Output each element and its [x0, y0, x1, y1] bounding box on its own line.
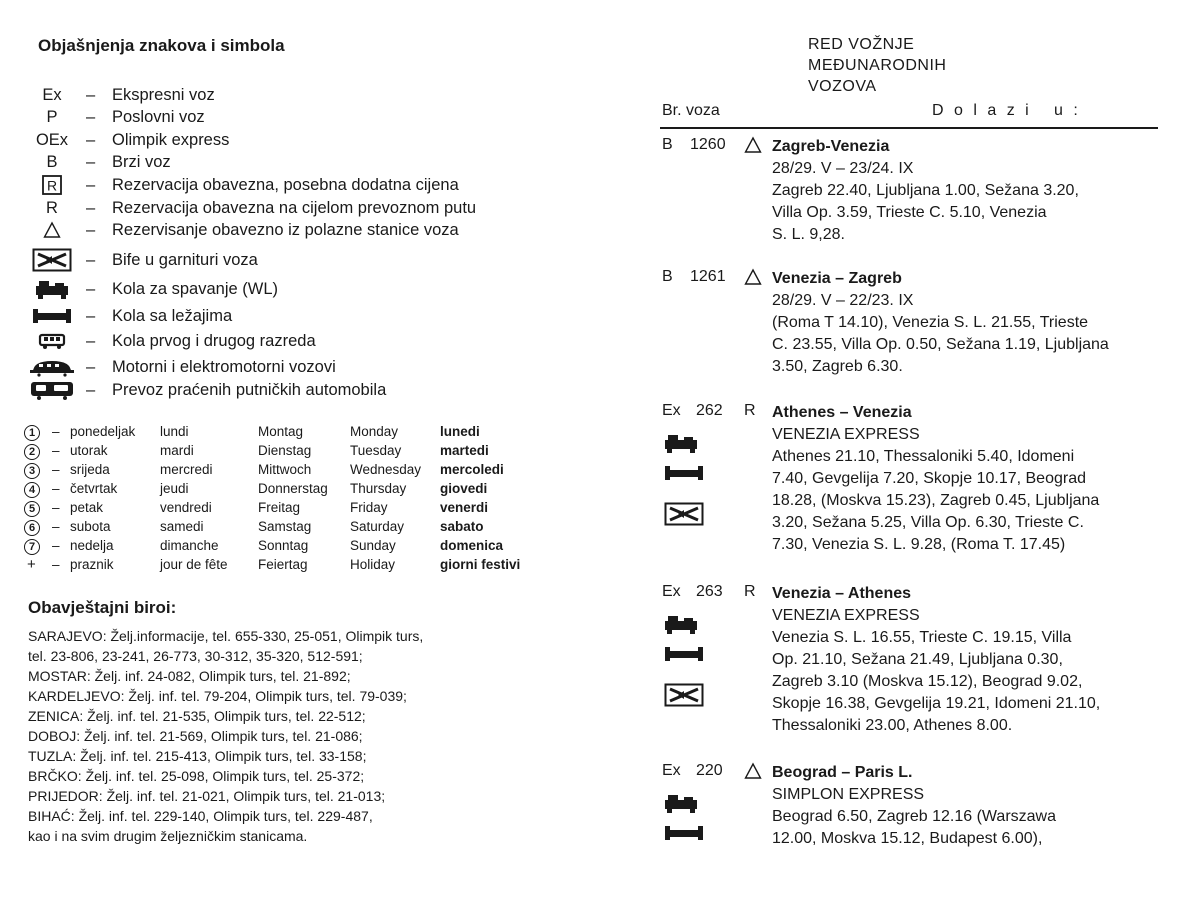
- legend-item: [22, 278, 278, 300]
- coach-icon: [22, 332, 82, 350]
- couchette-car-icon: [664, 464, 704, 482]
- legend-description: Kola sa ležajima: [112, 306, 233, 325]
- info-line: tel. 23-806, 23-241, 26-773, 30-312, 35-320, 512-591;: [28, 648, 363, 664]
- train-mark: R: [744, 583, 756, 600]
- train-detail-line: Villa Op. 3.59, Trieste C. 5.10, Venezia: [772, 204, 1047, 221]
- column-header-arrivals: D o l a z i u :: [932, 102, 1081, 119]
- day-marker: 5: [24, 500, 40, 517]
- train-number: 262: [696, 402, 723, 419]
- train-detail-line: C. 23.55, Villa Op. 0.50, Sežana 1.19, Ljubljana: [772, 336, 1109, 353]
- train-number: 1261: [690, 268, 726, 285]
- day-marker: 6: [24, 519, 40, 536]
- legend-description: Poslovni voz: [112, 107, 205, 126]
- train-details: [772, 136, 1164, 246]
- train-route: Zagreb-Venezia: [772, 138, 890, 155]
- train-detail-line: Op. 21.10, Sežana 21.49, Ljubljana 0.30,: [772, 651, 1063, 668]
- train-detail-line: Thessaloniki 23.00, Athenes 8.00.: [772, 717, 1013, 734]
- train-type: B: [662, 136, 673, 153]
- couchette-car-icon: [664, 824, 704, 842]
- legend-item: [22, 129, 229, 151]
- legend-description: Ekspresni voz: [112, 85, 215, 104]
- legend-description: Olimpik express: [112, 130, 230, 149]
- legend-item: [22, 197, 476, 219]
- car-transport-icon: [22, 379, 82, 401]
- sleeping-car-icon: [22, 278, 82, 300]
- day-name-en: Sunday: [350, 538, 396, 553]
- day-name-it: sabato: [440, 519, 484, 534]
- sleeping-car-icon: [664, 432, 698, 454]
- train-number: 263: [696, 583, 723, 600]
- legend-item: [22, 379, 386, 401]
- day-marker: +: [27, 556, 36, 573]
- day-name-bs: nedelja: [70, 538, 114, 553]
- legend-item: [22, 151, 171, 173]
- boxed-r-icon: [22, 174, 82, 196]
- legend-description: Rezervisanje obavezno iz polazne stanice voza: [112, 220, 459, 239]
- day-name-en: Friday: [350, 500, 388, 515]
- legend-item: [22, 305, 232, 327]
- train-detail-line: (Roma T 14.10), Venezia S. L. 21.55, Trieste: [772, 314, 1089, 331]
- train-route: Venezia – Athenes: [772, 585, 912, 602]
- train-detail-line: VENEZIA EXPRESS: [772, 426, 920, 443]
- day-dash: –: [52, 538, 60, 553]
- day-name-bs: ponedeljak: [70, 424, 136, 439]
- train-detail-line: Zagreb 22.40, Ljubljana 1.00, Sežana 3.20,: [772, 182, 1079, 199]
- legend-item: [22, 219, 459, 241]
- legend-description: Bife u garnituri voza: [112, 250, 258, 269]
- legend-description: Brzi voz: [112, 152, 171, 171]
- day-name-it: venerdi: [440, 500, 489, 515]
- legend-symbol: B: [46, 152, 58, 171]
- couchette-car-icon: [22, 307, 82, 325]
- legend-description: Kola za spavanje (WL): [112, 279, 278, 298]
- legend-dash: –: [86, 306, 96, 325]
- train-details: [772, 583, 1164, 737]
- train-detail-line: 28/29. V – 22/23. IX: [772, 292, 914, 309]
- svg-text:R: R: [46, 177, 58, 194]
- train-number: 1260: [690, 136, 726, 153]
- legend-dash: –: [86, 198, 96, 217]
- day-dash: –: [52, 557, 60, 572]
- day-name-fr: lundi: [160, 424, 189, 439]
- timetable-heading: [808, 34, 946, 97]
- train-detail-line: Venezia S. L. 16.55, Trieste C. 19.15, Villa: [772, 629, 1072, 646]
- legend-description: Prevoz praćenih putničkih automobila: [112, 380, 387, 399]
- legend-dash: –: [86, 250, 96, 269]
- train-detail-line: 12.00, Moskva 15.12, Budapest 6.00),: [772, 830, 1043, 847]
- legend-item: [22, 106, 205, 128]
- day-name-de: Montag: [258, 424, 304, 439]
- legend-dash: –: [86, 279, 96, 298]
- legend-description: Rezervacija obavezna, posebna dodatna cijena: [112, 175, 459, 194]
- legend-symbol: R: [46, 198, 58, 217]
- train-number: 220: [696, 762, 723, 779]
- day-name-bs: četvrtak: [70, 481, 118, 496]
- info-line: BRČKO: Želj. inf. tel. 25-098, Olimpik turs, tel. 25-372;: [28, 768, 365, 784]
- railcar-icon: [22, 357, 82, 377]
- train-detail-line: 3.20, Sežana 5.25, Villa Op. 6.30, Trieste C.: [772, 514, 1084, 531]
- legend-item: [22, 330, 316, 352]
- sleeping-car-icon: [664, 792, 698, 814]
- train-route: Venezia – Zagreb: [772, 270, 902, 287]
- legend-dash: –: [86, 152, 96, 171]
- info-title: Obavještajni biroi:: [28, 598, 177, 617]
- day-name-de: Feiertag: [258, 557, 308, 572]
- legend-dash: –: [86, 107, 96, 126]
- day-dash: –: [52, 500, 60, 515]
- info-line: TUZLA: Želj. inf. tel. 215-413, Olimpik turs, tel. 33-158;: [28, 748, 367, 764]
- train-type: B: [662, 268, 673, 285]
- info-list: [28, 626, 423, 846]
- header-rule: [660, 127, 1158, 129]
- legend-symbol: P: [46, 107, 58, 126]
- timetable-heading-line: MEĐUNARODNIH: [808, 57, 947, 74]
- legend-item: [22, 356, 336, 378]
- day-name-en: Thursday: [350, 481, 407, 496]
- sleeping-car-icon: [664, 613, 698, 635]
- legend-description: Rezervacija obavezna na cijelom prevoznom putu: [112, 198, 477, 217]
- legend-title: Objašnjenja znakova i simbola: [38, 36, 285, 55]
- day-name-it: giorni festivi: [440, 557, 521, 572]
- train-detail-line: S. L. 9,28.: [772, 226, 845, 243]
- legend-dash: –: [86, 175, 96, 194]
- day-name-de: Samstag: [258, 519, 312, 534]
- day-marker: 3: [24, 462, 40, 479]
- day-name-fr: dimanche: [160, 538, 219, 553]
- legend-item: [22, 174, 459, 196]
- legend-dash: –: [86, 130, 96, 149]
- day-name-de: Donnerstag: [258, 481, 328, 496]
- day-name-fr: vendredi: [160, 500, 212, 515]
- day-name-it: mercoledi: [440, 462, 504, 477]
- triangle-icon: [744, 762, 762, 780]
- train-detail-line: Zagreb 3.10 (Moskva 15.12), Beograd 9.02,: [772, 673, 1083, 690]
- day-name-de: Dienstag: [258, 443, 312, 458]
- train-details: [772, 762, 1164, 850]
- day-name-en: Tuesday: [350, 443, 402, 458]
- day-name-bs: srijeda: [70, 462, 110, 477]
- timetable-heading-line: VOZOVA: [808, 78, 877, 95]
- day-name-en: Monday: [350, 424, 399, 439]
- info-line: MOSTAR: Želj. inf. 24-082, Olimpik turs, tel. 21-892;: [28, 668, 351, 684]
- buffet-car-icon: [22, 248, 82, 272]
- train-detail-line: 7.30, Venezia S. L. 9.28, (Roma T. 17.45): [772, 536, 1066, 553]
- buffet-car-icon: [664, 683, 704, 707]
- day-name-en: Holiday: [350, 557, 396, 572]
- day-name-it: giovedi: [440, 481, 488, 496]
- legend-description: Motorni i elektromotorni vozovi: [112, 357, 336, 376]
- day-name-bs: subota: [70, 519, 111, 534]
- train-detail-line: 18.28, (Moskva 15.23), Zagreb 0.45, Ljubljana: [772, 492, 1100, 509]
- legend-item: [22, 249, 258, 271]
- train-route: Athenes – Venezia: [772, 404, 912, 421]
- train-details: [772, 402, 1164, 556]
- legend-dash: –: [86, 220, 96, 239]
- day-name-de: Mittwoch: [258, 462, 312, 477]
- day-dash: –: [52, 443, 60, 458]
- day-name-bs: utorak: [70, 443, 108, 458]
- legend-dash: –: [86, 357, 96, 376]
- info-line: KARDELJEVO: Želj. inf. tel. 79-204, Olimpik turs, tel. 79-039;: [28, 688, 407, 704]
- train-detail-line: SIMPLON EXPRESS: [772, 786, 925, 803]
- day-marker: 2: [24, 443, 40, 460]
- legend-dash: –: [86, 380, 96, 399]
- train-detail-line: VENEZIA EXPRESS: [772, 607, 920, 624]
- day-marker: 7: [24, 538, 40, 555]
- day-name-bs: praznik: [70, 557, 114, 572]
- day-name-fr: samedi: [160, 519, 204, 534]
- day-dash: –: [52, 424, 60, 439]
- train-detail-line: 3.50, Zagreb 6.30.: [772, 358, 903, 375]
- day-name-it: lunedi: [440, 424, 480, 439]
- legend-symbol: OEx: [35, 130, 69, 149]
- legend-item: [22, 84, 215, 106]
- train-details: [772, 268, 1164, 378]
- day-marker: 1: [24, 424, 40, 441]
- day-name-fr: jour de fête: [160, 557, 228, 572]
- train-detail-line: 28/29. V – 23/24. IX: [772, 160, 914, 177]
- day-name-en: Wednesday: [350, 462, 422, 477]
- legend-symbol: Ex: [42, 85, 62, 104]
- train-type: Ex: [662, 762, 681, 779]
- day-name-fr: mardi: [160, 443, 194, 458]
- info-line: PRIJEDOR: Želj. inf. tel. 21-021, Olimpik turs, tel. 21-013;: [28, 788, 386, 804]
- day-name-fr: mercredi: [160, 462, 213, 477]
- legend-description: Kola prvog i drugog razreda: [112, 331, 316, 350]
- triangle-icon: [744, 136, 762, 154]
- train-type: Ex: [662, 583, 681, 600]
- train-detail-line: Beograd 6.50, Zagreb 12.16 (Warszawa: [772, 808, 1057, 825]
- legend-dash: –: [86, 85, 96, 104]
- triangle-icon: [22, 221, 82, 239]
- info-line: BIHAĆ: Želj. inf. tel. 229-140, Olimpik turs, tel. 229-487,: [28, 808, 373, 824]
- triangle-icon: [744, 268, 762, 286]
- day-name-fr: jeudi: [160, 481, 189, 496]
- couchette-car-icon: [664, 645, 704, 663]
- train-detail-line: Athenes 21.10, Thessaloniki 5.40, Idomeni: [772, 448, 1075, 465]
- day-dash: –: [52, 519, 60, 534]
- info-line: kao i na svim drugim željezničkim stanicama.: [28, 828, 308, 844]
- legend-dash: –: [86, 331, 96, 350]
- day-name-de: Sonntag: [258, 538, 309, 553]
- day-dash: –: [52, 462, 60, 477]
- timetable-heading-line: RED VOŽNJE: [808, 36, 915, 53]
- column-header-train: Br. voza: [662, 102, 720, 119]
- train-detail-line: 7.40, Gevgelija 7.20, Skopje 10.17, Beograd: [772, 470, 1086, 487]
- train-route: Beograd – Paris L.: [772, 764, 913, 781]
- day-name-it: domenica: [440, 538, 504, 553]
- day-marker: 4: [24, 481, 40, 498]
- info-line: DOBOJ: Želj. inf. tel. 21-569, Olimpik turs, tel. 21-086;: [28, 728, 363, 744]
- train-mark: R: [744, 402, 756, 419]
- day-name-bs: petak: [70, 500, 104, 515]
- day-dash: –: [52, 481, 60, 496]
- train-detail-line: Skopje 16.38, Gevgelija 19.21, Idomeni 21.10,: [772, 695, 1101, 712]
- day-name-de: Freitag: [258, 500, 301, 515]
- day-name-it: martedi: [440, 443, 489, 458]
- train-type: Ex: [662, 402, 681, 419]
- info-line: ZENICA: Želj. inf. tel. 21-535, Olimpik turs, tel. 22-512;: [28, 708, 366, 724]
- day-name-en: Saturday: [350, 519, 405, 534]
- buffet-car-icon: [664, 502, 704, 526]
- info-line: SARAJEVO: Želj.informacije, tel. 655-330, 25-051, Olimpik turs,: [28, 628, 424, 644]
